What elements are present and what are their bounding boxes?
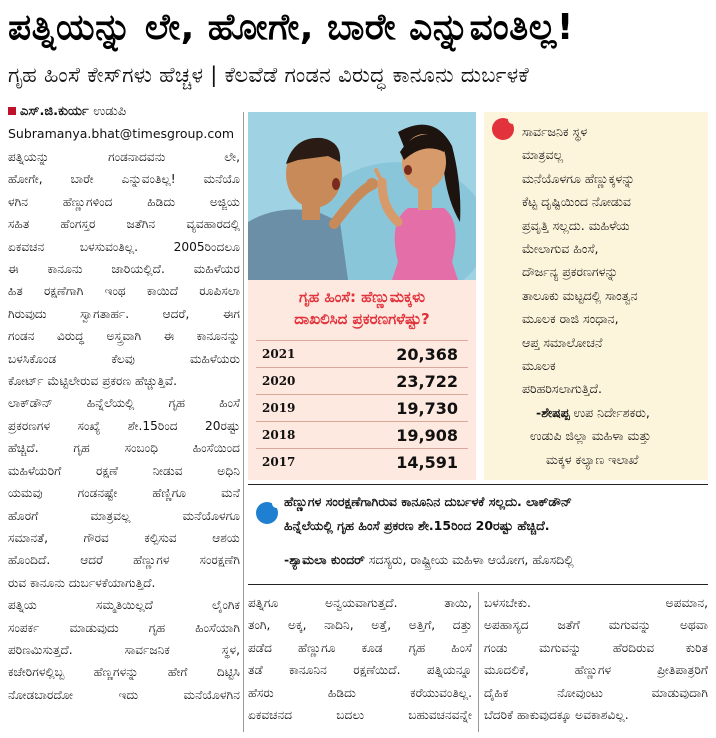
text-line: ರುವ ಕಾನೂನು ದುರ್ಬಳಕೆಯಾಗುತ್ತಿದೆ. (8, 575, 156, 590)
quote-box-official (484, 112, 708, 480)
quarrel-illustration (248, 112, 476, 280)
text-line: ಪತ್ನಿಯ ಸಮ್ಮತಿಯಿಲ್ಲದೆ ಲೈಂಗಿಕ (8, 598, 240, 613)
byline-email: Subramanya.bhat@timesgroup.com (8, 126, 235, 141)
table-row (256, 342, 466, 366)
text-line: ಸಹಿತ ಹೆಂಗಸ್ತರ ಜತೆಗಿನ ವ್ಯವಹಾರದಲ್ಲಿ (8, 217, 240, 232)
byline (8, 104, 126, 119)
text-line: ಪತ್ನಿಯನ್ನು ಗಂಡನಾದವನು ಲೇ, (8, 150, 240, 164)
table-row (256, 369, 466, 393)
quote-line: ಸಾರ್ವಜನಿಕ ಸ್ಥಳ (522, 124, 588, 139)
text-line: ಏಕವಚನ ಬಳಸುವಂತಿಲ್ಲ. 2005ರಿಂದಲೂ (8, 239, 240, 254)
text-line: ಪಡೆದ ಹೆಣ್ಣುಗೂ ಕೂಡ ಗೃಹ ಹಿಂಸೆ (248, 640, 472, 655)
quote-line: ಹೆಣ್ಣುಗಳ ಸಂರಕ್ಷಣೆಗಾಗಿರುವ ಕಾನೂನಿನ ದುರ್ಬಳಕೆ ಸಲ್ಲದು. ಲಾಕ್‌ಡೌನ್ (284, 494, 572, 509)
quote-attribution (284, 548, 574, 572)
body-column-2 (248, 592, 472, 726)
text-line: ಕಚೇರಿಗಳಲ್ಲಿಬ್ಬ ಹೆಣ್ಣಗಳನ್ನು ಹೇಗೆ ದಿಟ್ಟಿಸಿ (8, 665, 240, 680)
table-value: 14,591 (396, 452, 458, 472)
quote-attribution-role: ಉಪ ನಿರ್ದೇಶಕರು, (569, 404, 650, 420)
table-title-line2: ದಾಖಲಿಸಿದ ಪ್ರಕರಣಗಳೆಷ್ಟು? (294, 310, 430, 328)
text-line: ಪರಿಣಮಿಸುತ್ತದೆ. ಸಾರ್ವಜನಿಕ ಸ್ಥಳ, (8, 642, 240, 657)
text-line: ಏಕವಚನದ ಬದಲು ಬಹುವಚನವನ್ನೇ (248, 708, 472, 723)
text-line: ಗಂಡನ ವಿರುದ್ಧ ಅಸ್ತ್ರವಾಗಿ ಈ ಕಾನೂನನ್ನು (8, 329, 240, 344)
text-line: ಕೋರ್ಟ್ ಮೆಟ್ಟಿಲೇರುವ ಪ್ರಕರಣ ಹೆಚ್ಚುತ್ತಿವೆ. (8, 374, 178, 389)
text-line: ಹೋಗೇ, ಬಾರೇ ಎನ್ನುವಂತಿಲ್ಲ! ಮನೆಯೊ (8, 172, 240, 187)
headline: ಪತ್ನಿಯನ್ನು ಲೇ, ಹೋಗೇ, ಬಾರೇ ಎನ್ನುವಂತಿಲ್ಲ! (8, 7, 574, 48)
text-line: ಸಮಾನತೆ, ಗೌರವ ಕಲ್ಪಿಸುವ ಆಶಯ (8, 530, 240, 545)
quote-text (522, 120, 702, 471)
table-rule (256, 421, 468, 422)
quote-line: ಮೇಲಾಗುವ ಹಿಂಸೆ, (522, 241, 599, 257)
table-row (256, 450, 466, 474)
table-year: 2018 (262, 428, 296, 442)
text-line: ಸಂಪರ್ಕ ಮಾಡುವುದು ಗೃಹ ಹಿಂಸೆಯಾಗಿ (8, 620, 240, 635)
quote-line: ಕೆಟ್ಟ ದೃಷ್ಟಿಯಿಂದ ನೋಡುವ (522, 194, 631, 210)
text-line: ಗಂಡು ಮಗುವನ್ನು ಹೆರದಿರುವ ಕುರಿತ (484, 640, 708, 655)
text-line: ಬೆದರಿಕೆ ಹಾಕುವುದಕ್ಕೂ ಅವಕಾಶವಿಲ್ಲ. (484, 708, 629, 723)
table-year: 2020 (262, 374, 296, 388)
quote-attribution-role: ಸದಸ್ಯರು, ರಾಷ್ಟ್ರೀಯ ಮಹಿಳಾ ಆಯೋಗ, ಹೊಸದಿಲ್ಲಿ (364, 552, 574, 567)
body-column-3 (484, 592, 708, 726)
table-row (256, 423, 466, 447)
quote-line: ಪರಿಹರಿಸಲಾಗುತ್ತಿದೆ. (522, 381, 602, 397)
text-line: ತಡೆ ಕಾನೂನಿನ ರಕ್ಷಣೆಯಿದೆ. ಪತ್ನಿಯನ್ನೂ (248, 663, 472, 678)
quote-line: ತಾಲೂಕು ಮಟ್ಟದಲ್ಲಿ ಸಾಂತ್ವನ (522, 287, 638, 303)
quote-attribution-name: -ಶೇಷಪ್ಪ (536, 404, 570, 420)
subheadline: ಗೃಹ ಹಿಂಸೆ ಕೇಸ್‌ಗಳು ಹೆಚ್ಚಳ | ಕೆಲವೆಡೆ ಗಂಡನ ವಿರುದ್ಧ ಕಾನೂನು ದುರ್ಬಳಕೆ (8, 63, 529, 87)
text-line: ಮಹಿಳೆಯರಿಗೆ ರಕ್ಷಣೆ ನೀಡುವ ಅಧಿನಿ (8, 463, 240, 478)
text-line: ಗಿರುವುದು ಸ್ವಾಗತಾರ್ಹ. ಆದರೆ, ಈಗ (8, 306, 240, 321)
quote-text (284, 490, 704, 538)
text-line: ಬಳಸಬೇಕು. ಅಪಮಾನ, (484, 596, 708, 610)
table-year: 2017 (262, 455, 296, 469)
text-line: ಹೆಸರು ಹಿಡಿದು ಕರೆಯುವಂತಿಲ್ಲ. (248, 685, 472, 700)
quote-line: ಮನೆಯೊಳಗೂ ಹೆಣ್ಣುಕ್ಕಳನ್ನು (522, 170, 635, 186)
section-rule (248, 484, 708, 485)
text-line: ಮೂದಲಿಕೆ, ಹೆಣ್ಣುಗಳ ಪ್ರೀತಿಪಾತ್ರರಿಗೆ (484, 663, 708, 678)
text-line: ಳಗಿನ ಹೆಣ್ಣುಗಳಿಂದ ಹಿಡಿದು ಅಜ್ಜಿಯ (8, 194, 240, 209)
table-value: 19,730 (396, 398, 458, 418)
quote-line: ಪ್ರವೃತ್ತಿ ಸಲ್ಲದು. ಮಹಿಳೆಯ (522, 217, 630, 233)
table-value: 19,908 (396, 425, 458, 445)
text-line: ನೋಡಬಾರದೋ ಇದು ಮನೆಯೊಳಗಿನ (8, 687, 240, 702)
text-line: ಹೊರಗೆ ಮಾತ್ರವಲ್ಲ ಮನೆಯೊಳಗೂ (8, 508, 240, 523)
table-rule (256, 448, 468, 449)
quote-line: ದೌರ್ಜನ್ಯ ಪ್ರಕರಣಗಳನ್ನು (522, 264, 619, 280)
text-line: ಹೆಚ್ಚಿದೆ. ಗೃಹ ಸಂಬಂಧಿ ಹಿಂಸೆಯಿಂದ (8, 441, 240, 456)
quote-attribution-line: ಉಡುಪಿ ಜಿಲ್ಲಾ ಮಹಿಳಾ ಮತ್ತು (530, 428, 652, 444)
text-line: ದೈಹಿಕ ನೋವುಂಟು ಮಾಡುವುದಾಗಿ (484, 685, 708, 700)
text-line: ಈ ಕಾನೂನು ಜಾರಿಯಲ್ಲಿದೆ. ಮಹಿಳೆಯರ (8, 262, 240, 277)
quote-line: ಹಿನ್ನೆಲೆಯಲ್ಲಿ ಗೃಹ ಹಿಂಸೆ ಪ್ರಕರಣ ಶೇ.15ರಿಂದ 20ರಷ್ಟು ಹೆಚ್ಚಿದೆ. (284, 518, 550, 533)
quote-bullet-icon (256, 502, 278, 524)
text-line: ಅಪಹಾಸ್ಯದ ಜತೆಗೆ ಮಗುವನ್ನು ಅಥವಾ (484, 618, 708, 633)
table-value: 23,722 (396, 371, 458, 391)
column-divider (243, 112, 244, 732)
table-rule (256, 394, 468, 395)
quote-line: ಆಪ್ತ ಸಮಾಲೋಚನೆ (522, 334, 603, 350)
column-divider (478, 592, 479, 732)
table-value: 20,368 (396, 344, 458, 364)
quote-box-commission (248, 488, 708, 580)
cases-table (248, 280, 476, 480)
quote-bullet-icon (492, 118, 514, 140)
table-year: 2021 (262, 347, 296, 361)
text-line: ಬಳಸಿಕೊಂಡ ಕೆಲವು ಮಹಿಳೆಯರು (8, 351, 240, 366)
text-line: ಹಿತ ರಕ್ಷಣೆಗಾಗಿ ಇಂಥ ಕಾಯಿದೆ ರೂಪಿಸಲಾ (8, 284, 240, 299)
byline-place: ಉಡುಪಿ (93, 104, 127, 119)
quote-attribution-line: ಮಕ್ಕಳ ಕಲ್ಯಾಣ ಇಲಾಖೆ (546, 451, 639, 467)
table-year: 2019 (262, 401, 296, 415)
byline-name: ಎಸ್.ಜಿ.ಕುರ್ಯ (20, 104, 89, 119)
body-column-1 (8, 146, 240, 706)
table-rule (256, 367, 468, 368)
text-line: ಪತ್ನಿಗೂ ಅನ್ವಯವಾಗುತ್ತದೆ. ತಾಯಿ, (248, 596, 472, 610)
table-rule (256, 340, 468, 341)
byline-square-icon (8, 107, 16, 115)
quote-line: ಮೂಲಕ (522, 358, 556, 374)
table-title-line1: ಗೃಹ ಹಿಂಸೆ: ಹೆಣ್ಣುಮಕ್ಕಳು (298, 288, 426, 306)
table-row (256, 396, 466, 420)
quote-line: ಮಾತ್ರವಲ್ಲ (522, 147, 564, 163)
text-line: ಲಾಕ್‌ಡೌನ್ ಹಿನ್ನೆಲೆಯಲ್ಲಿ ಗೃಹ ಹಿಂಸೆ (8, 396, 240, 411)
illustration-quarrel (248, 112, 476, 280)
text-line: ಯಮವು ಗಂಡನಷ್ಟೇ ಹೆಣ್ಣಿಗೂ ಮನೆ (8, 486, 240, 501)
text-line: ತಂಗಿ, ಅಕ್ಕ, ನಾದಿನಿ, ಅತ್ತೆ, ಅತ್ತಿಗೆ, ದತ್ತು (248, 618, 472, 633)
text-line: ಪ್ರಕರಣಗಳ ಸಂಖ್ಯೆ ಶೇ.15ರಿಂದ 20ರಷ್ಟು (8, 418, 240, 433)
text-line: ಹೊಂದಿದೆ. ಆದರೆ ಹೆಣ್ಣುಗಳ ಸಂರಕ್ಷಣೆಗಿ (8, 553, 240, 568)
section-rule (248, 584, 708, 585)
quote-attribution-name: -ಶ್ಯಾಮಲಾ ಕುಂದರ್ (284, 552, 365, 567)
quote-attribution (536, 401, 702, 424)
quote-line: ಮೂಲಕ ರಾಜಿ ಸಂಧಾನ, (522, 311, 619, 327)
